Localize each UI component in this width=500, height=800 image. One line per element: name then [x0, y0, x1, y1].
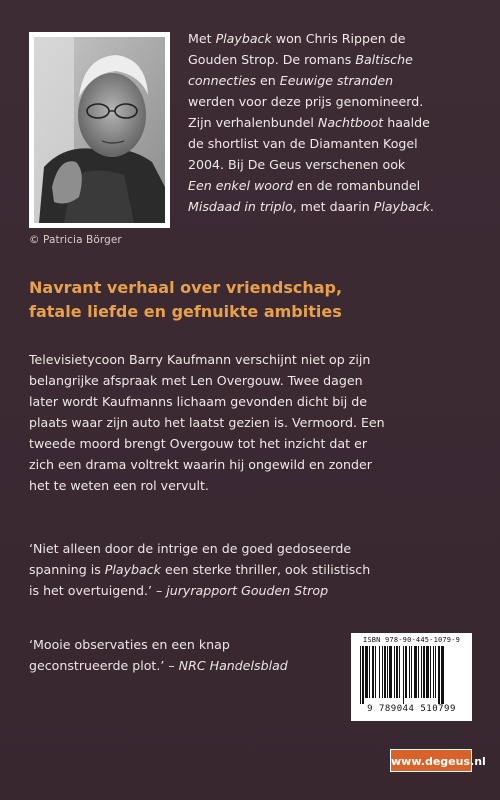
- barcode-bar: [421, 646, 422, 698]
- body-line: later wordt Kaufmanns lichaam gevonden dicht bij de: [29, 394, 367, 409]
- isbn-barcode: [351, 633, 472, 721]
- photo-credit: © Patricia Börger: [29, 234, 122, 246]
- author-bio: [188, 28, 472, 217]
- bio-line: [188, 49, 472, 70]
- barcode-bar: [411, 646, 412, 698]
- bio-line: [188, 154, 472, 175]
- bio-text: 2004. Bij De Geus verschenen ook: [188, 157, 406, 172]
- bio-text: connecties: [188, 73, 257, 88]
- barcode-bar: [418, 646, 419, 698]
- body-line: zich een drama voltrekt waarin hij ongewild en zonder: [29, 457, 372, 472]
- barcode-bar: [409, 646, 410, 698]
- barcode-bar: [414, 646, 417, 698]
- bio-text: .: [429, 199, 434, 214]
- barcode-bar: [372, 646, 374, 698]
- barcode-bar: [426, 646, 429, 698]
- publisher-website[interactable]: www.degeus.nl: [390, 749, 472, 772]
- quote1-text: juryrapport Gouden Strop: [166, 583, 329, 598]
- barcode-bar: [382, 646, 383, 698]
- headline-line: fatale liefde en gefnuikte ambities: [29, 302, 342, 321]
- tagline-headline: [29, 276, 469, 324]
- quote1-text: een sterke thriller, ook stilistisch: [160, 562, 371, 577]
- bio-text: Misdaad in triplo: [188, 199, 293, 214]
- review-quote-jury: [29, 538, 474, 601]
- bio-text: Playback: [215, 31, 272, 46]
- barcode-bar: [405, 646, 407, 698]
- quote1-line: [29, 538, 474, 559]
- quote1-text: ‘Niet alleen door de intrige en de goed gedoseerde: [29, 541, 352, 556]
- bio-line: [188, 70, 472, 91]
- barcode-digits: 9 789044 510799: [367, 704, 456, 714]
- bio-text: werden voor deze prijs genomineerd.: [188, 94, 424, 109]
- barcode-bar: [394, 646, 395, 698]
- barcode-bars: [356, 646, 467, 704]
- bio-text: Een enkel woord: [188, 178, 293, 193]
- quote1-text: is het overtuigend.’ –: [29, 583, 167, 598]
- barcode-bar: [430, 646, 431, 698]
- body-line: het te weten een rol vervult.: [29, 478, 209, 493]
- bio-text: en: [256, 73, 280, 88]
- quote2-text: geconstrueerde plot.’ –: [29, 658, 179, 673]
- barcode-bar: [389, 646, 392, 698]
- quote2-line: [29, 634, 329, 655]
- bio-line: [188, 175, 472, 196]
- barcode-bar: [438, 646, 440, 704]
- review-quote-nrc: [29, 634, 329, 676]
- barcode-bar: [441, 646, 444, 704]
- bio-line: [188, 28, 472, 49]
- bio-text: Nachtboot: [317, 115, 384, 130]
- bio-text: haalde: [383, 115, 430, 130]
- barcode-bar: [387, 646, 388, 698]
- barcode-bar: [396, 646, 398, 698]
- bio-text: Baltische: [355, 52, 413, 67]
- bio-line: [188, 91, 472, 112]
- author-portrait-image: [34, 37, 165, 223]
- body-line: tweede moord brengt Overgouw tot het inzicht dat er: [29, 436, 367, 451]
- barcode-bar: [399, 646, 400, 698]
- quote1-line: [29, 580, 474, 601]
- barcode-bar: [365, 646, 368, 698]
- isbn-label: ISBN 978-90-445-1079-9: [362, 636, 461, 644]
- barcode-bar: [384, 646, 386, 698]
- bio-text: Met: [188, 31, 216, 46]
- synopsis: [29, 349, 474, 496]
- bio-text: Zijn verhalenbundel: [188, 115, 318, 130]
- bio-text: Gouden Strop. De romans: [188, 52, 356, 67]
- quote2-text: NRC Handelsblad: [178, 658, 288, 673]
- barcode-bar: [379, 646, 380, 698]
- bio-text: Eeuwige stranden: [279, 73, 394, 88]
- bio-line: [188, 196, 472, 217]
- bio-text: , met daarin: [292, 199, 374, 214]
- quote1-text: Playback: [104, 562, 161, 577]
- quote1-text: spanning is: [29, 562, 105, 577]
- barcode-bar: [433, 646, 434, 698]
- barcode-bar: [369, 646, 370, 698]
- barcode-bar: [423, 646, 425, 698]
- barcode-bar: [362, 646, 364, 704]
- author-photo: [29, 32, 170, 228]
- headline-line: Navrant verhaal over vriendschap,: [29, 278, 343, 297]
- bio-text: Playback: [373, 199, 430, 214]
- barcode-bar: [403, 646, 404, 704]
- barcode-bar: [360, 646, 361, 704]
- barcode-bar: [375, 646, 376, 698]
- quote2-text: ‘Mooie observaties en een knap: [29, 637, 230, 652]
- bio-text: de shortlist van de Diamanten Kogel: [188, 136, 418, 151]
- body-line: plaats waar zijn auto het laatst gezien is. Vermoord. Een: [29, 415, 385, 430]
- bio-text: en de romanbundel: [292, 178, 421, 193]
- body-line: belangrijke afspraak met Len Overgouw. Twee dagen: [29, 373, 363, 388]
- barcode-bar: [435, 646, 436, 698]
- quote2-line: [29, 655, 329, 676]
- body-line: Televisietycoon Barry Kaufmann verschijnt niet op zijn: [29, 352, 371, 367]
- quote1-line: [29, 559, 474, 580]
- bio-line: [188, 133, 472, 154]
- bio-line: [188, 112, 472, 133]
- bio-text: won Chris Rippen de: [271, 31, 406, 46]
